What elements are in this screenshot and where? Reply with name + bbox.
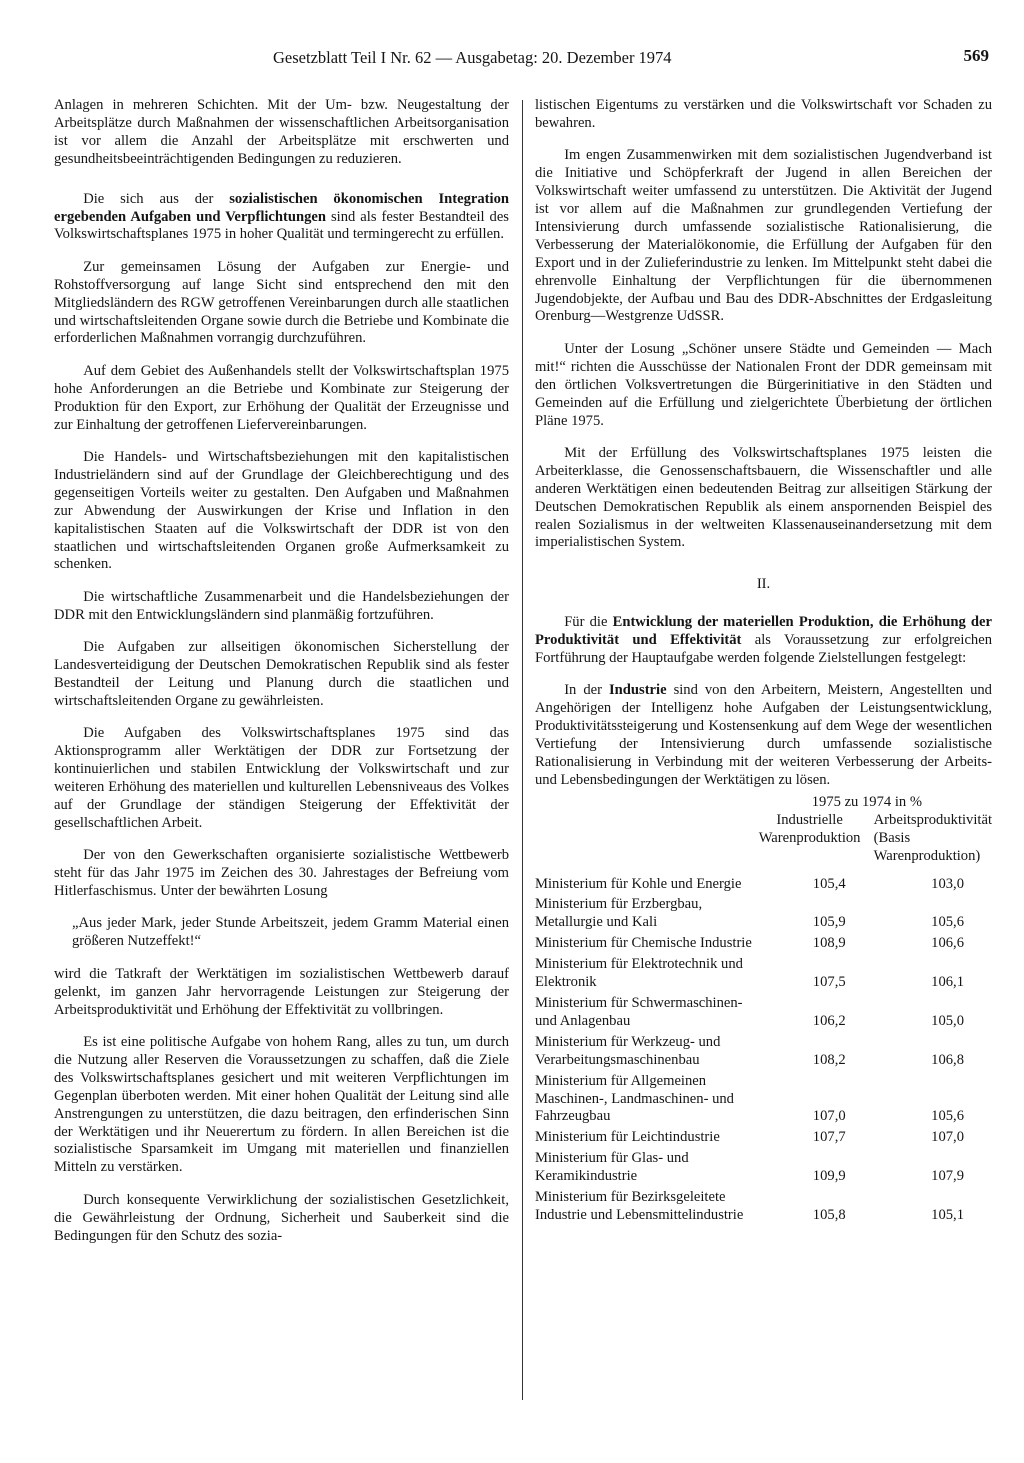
paragraph: Der von den Gewerkschaften organisierte sozialistische Wettbewerb steht für das Jahr 1975 im Zeichen des 30. Jahrestages der Befreiung vom Hitlerfaschismus. Unter der bewährten Losung xyxy=(54,847,509,900)
text-run: sind als fester Bestandteil des Volkswirtschaftsplanes 1975 in hoher Qualität und termingerecht zu erfüllen. xyxy=(54,208,509,243)
row-label: Ministerium für Bezirksgeleitete Industrie und Lebensmittelindustrie xyxy=(535,1189,744,1223)
row-value-production: 108,9 xyxy=(812,935,846,952)
row-value-productivity: 106,1 xyxy=(931,974,964,991)
paragraph: listischen Eigentums zu verstärken und die Volkswirtschaft vor Schaden zu bewahren. xyxy=(535,97,992,131)
row-label: Ministerium für Elektrotechnik und Elektronik xyxy=(535,956,743,991)
right-column xyxy=(535,97,992,1228)
paragraph: Die Aufgaben zur allseitigen ökonomischen Sicherstellung der Landesverteidigung der Deutschen Demokratischen Republik sind als fester Bestandteil der Leitung und Planung durch die staatlichen und wirtschaftsleitenden Organe zu gewährleisten. xyxy=(54,639,509,709)
row-value-production: 109,9 xyxy=(812,1168,846,1185)
table-row xyxy=(535,995,992,1034)
paragraph xyxy=(535,614,992,668)
row-value-productivity: 105,6 xyxy=(931,914,964,931)
header-title: Gesetzblatt Teil I Nr. 62 — Ausgabetag: 20. Dezember 1974 xyxy=(273,48,672,67)
row-value-productivity: 105,6 xyxy=(931,1108,964,1125)
quote: „Aus jeder Mark, jeder Stunde Arbeitszeit, jedem Gramm Material einen größeren Nutzeffekt!“ xyxy=(72,915,509,950)
text-run: In der xyxy=(564,682,602,699)
table-row xyxy=(535,1189,992,1228)
row-value-productivity: 105,1 xyxy=(931,1206,964,1223)
row-value-productivity: 103,0 xyxy=(931,875,964,892)
row-value-productivity: 106,6 xyxy=(931,935,964,952)
paragraph: Die Handels- und Wirtschaftsbeziehungen mit den kapitalistischen Industrieländern sind auf der Grundlage der Gleichberechtigung und des gegenseitigen Vorteils weiter zu gestalten. Den Aufgaben und Maßnahmen zur Abwendung der Auswirkungen der Krise und Inflation in den kapitalistischen Staaten auf die Volkswirtschaft der DDR ist von den staatlichen und wirtschaftsleitenden Organen große Aufmerksamkeit zu schenken. xyxy=(54,449,509,573)
table-caption: 1975 zu 1974 in % xyxy=(811,793,922,810)
table-row xyxy=(535,1129,992,1150)
text-run: sind von den Arbeitern, Meistern, Angestellten und Angehörigen der Intelligenz hohe Aufgaben der Leistungsentwicklung, Produktivitätssteigerung und Kostensenkung auf dem Wege der wesentlichen Vertiefung der Intensivierung durch umfassende sozialistische Rationalisierung in Verbindung mit der weiteren Verbesserung der Arbeits- und Lebensbedingungen der Werktätigen zu lösen. xyxy=(535,682,992,788)
table-row xyxy=(535,1034,992,1073)
table-row xyxy=(535,896,992,935)
paragraph: Unter der Losung „Schöner unsere Städte und Gemeinden — Mach mit!“ richten die Ausschüsse der Nationalen Front der DDR gemeinsam mit den örtlichen Volksvertretungen die Bürgerinitiative in den Städten und Gemeinden auf die Erfüllung und zielgerichtete Überbietung der örtlichen Pläne 1975. xyxy=(535,340,992,429)
bold-text: Industrie xyxy=(608,682,667,699)
row-value-productivity: 107,0 xyxy=(931,1129,964,1146)
paragraph: Die wirtschaftliche Zusammenarbeit und die Handelsbeziehungen der DDR mit den Entwicklungsländern sind planmäßig fortzuführen. xyxy=(54,588,509,623)
paragraph xyxy=(54,191,509,245)
table-header xyxy=(535,812,992,876)
row-value-production: 108,2 xyxy=(812,1051,846,1068)
table-row xyxy=(535,956,992,995)
paragraph: Im engen Zusammenwirken mit dem sozialistischen Jugendverband ist die Initiative und Schöpferkraft der Jugend in allen Bereichen der Volkswirtschaft weiter umfassend zu unterstützen. Die Aktivität der Jugend ist vor allem auf die Maßnahmen zur grundlegenden Vertiefung der Intensivierung durch umfassende sozialistische Rationalisierung, die Verbesserung der Materialökonomie, die Erfüllung der Aufgaben für den Export und in der Zulieferindustrie zu lenken. Im Mittelpunkt steht dabei die ehrenvolle Einhaltung der Verpflichtungen für die übernommenen Jugendobjekte, der Aufbau und Bau des DDR-Abschnittes der Erdgasleitung Orenburg—Westgrenze UdSSR. xyxy=(535,147,992,325)
column-divider xyxy=(522,100,523,1400)
page-header xyxy=(48,30,992,80)
paragraph: Auf dem Gebiet des Außenhandels stellt der Volkswirtschaftsplan 1975 hohe Anforderungen an die Betriebe und Kombinate zur Steigerung der Produktion für den Export, zur Erhöhung der Qualität der Erzeugnisse und zur Einhaltung der getroffenen Liefervereinbarungen. xyxy=(54,362,509,433)
section-heading: II. xyxy=(756,576,771,593)
page-number: 569 xyxy=(963,46,989,65)
row-label: Ministerium für Chemische Industrie xyxy=(535,935,752,952)
row-value-production: 107,5 xyxy=(812,974,846,991)
paragraph xyxy=(535,682,992,789)
bold-text: Entwicklung der materiellen Produktion, die Erhöhung der Produktivität und Effektivität xyxy=(535,614,992,649)
column-header-1: Industrielle Warenproduktion xyxy=(758,811,861,846)
row-value-production: 105,9 xyxy=(812,914,846,931)
row-label: Ministerium für Glas- und Keramikindustrie xyxy=(535,1150,689,1185)
row-value-production: 106,2 xyxy=(812,1012,846,1029)
paragraph: Zur gemeinsamen Lösung der Aufgaben zur Energie- und Rohstoffversorgung auf lange Sicht sind entsprechend den mit den Mitgliedsländern des RGW getroffenen Vereinbarungen durch alle staatlichen und wirtschaftsleitenden Organe sowie durch die Betriebe und Kombinate die erforderlichen Maßnahmen vorrangig durchzuführen. xyxy=(54,258,509,347)
paragraph: Anlagen in mehreren Schichten. Mit der Um- bzw. Neugestaltung der Arbeitsplätze durch Maßnahmen der wissenschaftlichen Arbeitsorganisation ist vor allem die Anzahl der Arbeitsplätze mit erschwerten und gesundheitsbeeinträchtigenden Bedingungen zu reduzieren. xyxy=(54,97,509,167)
row-label: Ministerium für Erzbergbau, Metallurgie und Kali xyxy=(535,896,703,931)
paragraph: Es ist eine politische Aufgabe von hohem Rang, alles zu tun, um durch die Nutzung aller Reserven die Voraussetzungen zu schaffen, daß die Ziele des Volkswirtschaftsplanes gesichert und mit weiteren Verpflichtungen im Gegenplan überboten werden. Mit einer hohen Qualität der Leitung sind alle Anstrengungen zu unterstützen, die dazu beitragen, den erfinderischen Sinn der Werktätigen und ihr Neuerertum zu fördern. In allen Bereichen ist die sozialistische Sparsamkeit im Umgang mit materiellen und finanziellen Mitteln zu verstärken. xyxy=(54,1033,509,1176)
row-value-production: 107,0 xyxy=(812,1108,846,1125)
table-body xyxy=(535,876,992,1228)
text-run: Für die xyxy=(564,614,608,631)
row-value-productivity: 106,8 xyxy=(931,1051,964,1068)
row-label: Ministerium für Leichtindustrie xyxy=(535,1129,720,1146)
table-row xyxy=(535,1150,992,1189)
paragraph: wird die Tatkraft der Werktätigen im sozialistischen Wettbewerb darauf gelenkt, im ganzen Jahr hervorragende Leistungen zur Steigerung der Arbeitsproduktivität und Erhöhung der Effektivität zu vollbringen. xyxy=(54,965,509,1018)
paragraph: Mit der Erfüllung des Volkswirtschaftsplanes 1975 leisten die Arbeiterklasse, die Genossenschaftsbauern, die Wissenschaftler und alle anderen Werktätigen einen bedeutenden Beitrag zur allseitigen Stärkung der Deutschen Demokratischen Republik als einem anspornenden Beispiel des realen Sozialismus in der weltweiten Klassenauseinandersetzung mit dem imperialistischen System. xyxy=(535,444,992,551)
row-label: Ministerium für Werkzeug- und Verarbeitungsmaschinenbau xyxy=(535,1033,721,1068)
row-value-production: 105,4 xyxy=(812,875,846,892)
table-row xyxy=(535,935,992,956)
paragraph: Die Aufgaben des Volkswirtschaftsplanes 1975 sind das Aktionsprogramm aller Werktätigen der DDR zur Fortsetzung der kontinuierlichen und stabilen Entwicklung der Volkswirtschaft und zur weiteren Erhöhung des materiellen und kulturellen Lebensniveaus des Volkes auf der Grundlage der ständigen Steigerung der Effektivität der gesellschaftlichen Arbeit. xyxy=(54,725,509,831)
paragraph: Durch konsequente Verwirklichung der sozialistischen Gesetzlichkeit, die Gewährleistung der Ordnung, Sicherheit und Sauberkeit sind die Bedingungen für den Schutz des sozia- xyxy=(54,1191,509,1244)
row-label: Ministerium für Schwermaschinen- und Anlagenbau xyxy=(535,994,743,1029)
left-column xyxy=(54,97,509,1260)
text-run: als Voraussetzung zur erfolgreichen Fortführung der Hauptaufgabe werden folgende Zielstellungen festgelegt: xyxy=(535,632,992,667)
text-run: Die sich aus der xyxy=(83,190,214,207)
bold-text: sozialistischen ökonomischen Integration ergebenden Aufgaben und Verpflichtungen xyxy=(54,190,509,225)
table-row xyxy=(535,876,992,897)
row-value-production: 107,7 xyxy=(812,1129,846,1146)
row-value-productivity: 105,0 xyxy=(931,1012,964,1029)
row-label: Ministerium für Allgemeinen Maschinen-, Landmaschinen- und Fahrzeugbau xyxy=(535,1072,734,1125)
row-label: Ministerium für Kohle und Energie xyxy=(535,875,742,892)
row-value-productivity: 107,9 xyxy=(931,1168,964,1185)
statistics-table xyxy=(535,812,992,1228)
table-row xyxy=(535,1073,992,1130)
row-value-production: 105,8 xyxy=(812,1206,846,1223)
column-header-2: Arbeitsproduktivität (Basis Warenproduktion) xyxy=(873,811,992,864)
